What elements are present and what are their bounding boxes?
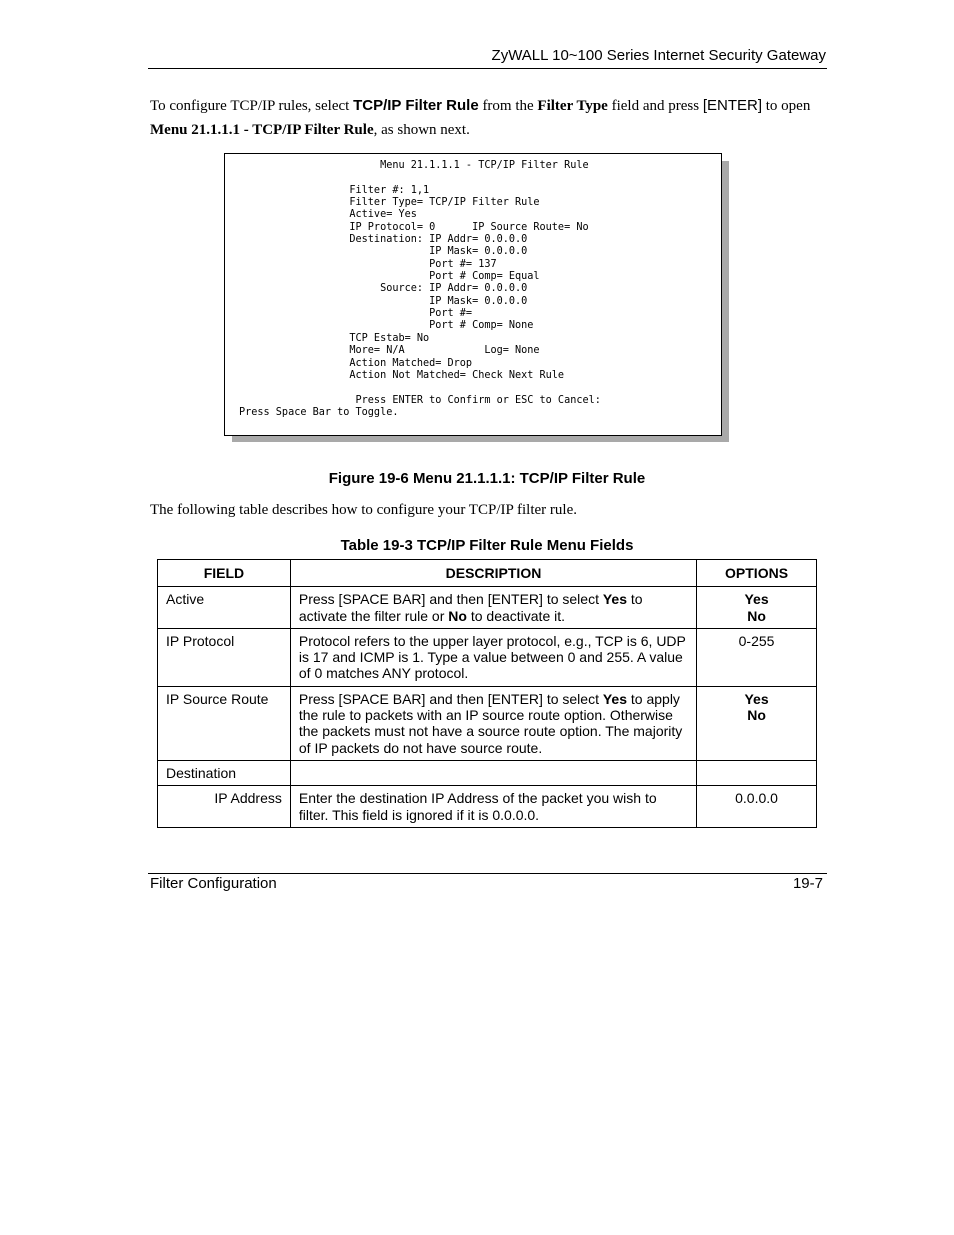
intro-text-1: To configure TCP/IP rules, select	[150, 98, 354, 114]
table-body	[158, 587, 817, 828]
footer-rule	[148, 873, 827, 874]
description-segment: Yes	[602, 690, 627, 707]
field-cell: Active	[158, 587, 291, 629]
description-segment: No	[448, 607, 467, 624]
options-cell	[697, 587, 817, 629]
table-row	[158, 628, 817, 686]
option-value: Yes	[744, 591, 769, 608]
terminal-screen	[224, 153, 722, 436]
intro-text-3: field and press	[607, 98, 703, 114]
table-row	[158, 686, 817, 760]
option-value: No	[747, 707, 766, 724]
table-row	[158, 760, 817, 785]
field-cell: IP Source Route	[158, 686, 291, 760]
footer-section-title: Filter Configuration	[150, 875, 277, 892]
running-header: ZyWALL 10~100 Series Internet Security Gateway	[491, 47, 826, 64]
option-value: 0-255	[738, 632, 775, 649]
table-header-row	[158, 560, 817, 587]
description-segment: to apply the rule to packets with an IP source route option. Otherwise the packets must not have a source route option. The majority of IP packets do not have source route.	[298, 690, 683, 756]
description-segment: Press [SPACE BAR] and then [ENTER] to select	[298, 591, 603, 608]
options-cell	[697, 628, 817, 686]
description-segment: to deactivate it.	[466, 607, 566, 624]
intro-filter-type-term: Filter Type	[537, 98, 608, 114]
table-row	[158, 786, 817, 828]
intro-text-2: from the	[478, 98, 538, 114]
intro-filter-rule-term: TCP/IP Filter Rule	[353, 97, 479, 114]
description-cell	[290, 760, 696, 785]
table-intro-paragraph: The following table describes how to configure your TCP/IP filter rule.	[150, 502, 577, 518]
description-cell	[290, 686, 696, 760]
table-row	[158, 587, 817, 629]
option-value: Yes	[744, 690, 769, 707]
description-cell	[290, 786, 696, 828]
header-description: DESCRIPTION	[290, 560, 696, 587]
intro-paragraph	[150, 94, 822, 142]
option-value: 0.0.0.0	[735, 790, 778, 807]
field-cell: Destination	[158, 760, 291, 785]
description-segment: Yes	[602, 591, 627, 608]
description-cell	[290, 587, 696, 629]
footer-page-number: 19-7	[792, 875, 823, 892]
table-caption: Table 19-3 TCP/IP Filter Rule Menu Fields	[340, 537, 634, 554]
header-field: FIELD	[158, 560, 291, 587]
description-segment: Protocol refers to the upper layer protocol, e.g., TCP is 6, UDP is 17 and ICMP is 1. Type a value between 0 and 255. A value of 0 matches ANY protocol.	[298, 632, 686, 682]
description-cell	[290, 628, 696, 686]
intro-menu-name: Menu 21.1.1.1 - TCP/IP Filter Rule	[150, 122, 374, 138]
figure-caption: Figure 19-6 Menu 21.1.1.1: TCP/IP Filter Rule	[328, 470, 646, 487]
description-segment: Press [SPACE BAR] and then [ENTER] to select	[298, 690, 603, 707]
description-segment: to activate the filter rule or	[298, 591, 643, 624]
terminal-text: Menu 21.1.1.1 - TCP/IP Filter Rule Filter #: 1,1 Filter Type= TCP/IP Filter Rule Active= Yes IP Protocol= 0 IP Source Route= No Destination: IP Addr= 0.0.0.0 IP Mask= 0.0.0.0 Port #= 137 Port # Comp= Equal Source: IP Addr= 0.0.0.0 IP Mask= 0.0.0.0 Port #= Port # Comp= None TCP Estab= No More= N/A Log= None Action Matched= Drop Action Not Matched= Check Next Rule Press ENTER to Confirm or ESC to Cancel: Press Space Bar to Toggle.	[239, 160, 601, 418]
header-rule	[148, 68, 827, 69]
intro-text-4: to open	[762, 98, 811, 114]
intro-enter-key: [ENTER]	[702, 97, 763, 114]
fields-table	[157, 559, 817, 828]
options-cell	[697, 760, 817, 785]
option-value: No	[747, 607, 766, 624]
field-cell: IP Protocol	[158, 628, 291, 686]
options-cell	[697, 786, 817, 828]
field-cell: IP Address	[158, 786, 291, 828]
intro-text-5: , as shown next.	[373, 122, 470, 138]
description-segment: Enter the destination IP Address of the packet you wish to filter. This field is ignored if it is 0.0.0.0.	[298, 790, 657, 823]
header-options: OPTIONS	[697, 560, 817, 587]
options-cell	[697, 686, 817, 760]
